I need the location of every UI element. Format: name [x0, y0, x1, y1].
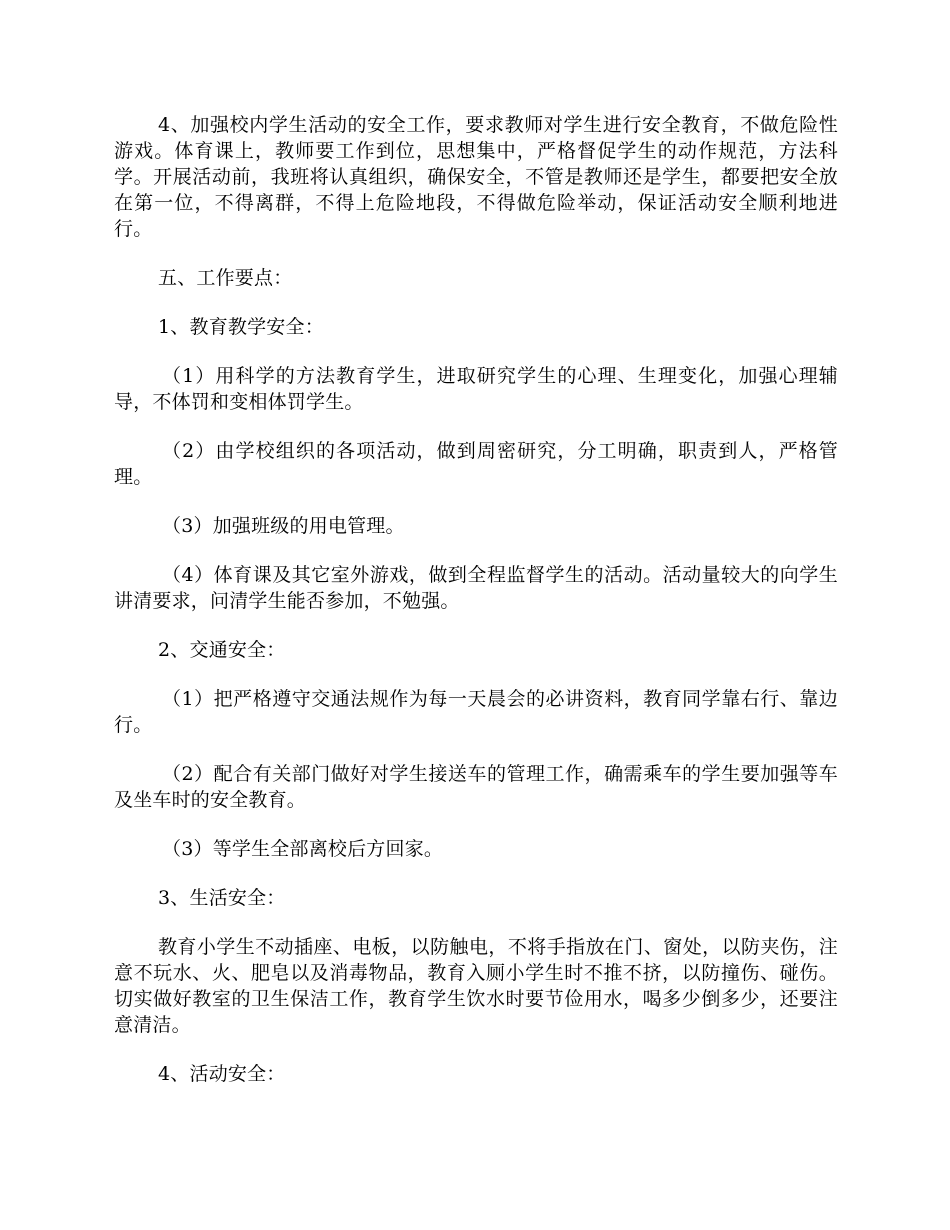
heading-work-points: 五、工作要点：	[158, 267, 293, 289]
paragraph-activity-safety-work: 4、加强校内学生活动的安全工作，要求教师对学生进行安全教育，不做危险性游戏。体育课上，教师要工作到位，思想集中，严格督促学生的动作规范，方法科学。开展活动前，我班将认真组织，确保安全，不管是教师还是学生，都要把安全放在第一位，不得离群，不得上危险地段，不得做危险举动，保证活动安全顺利地进行。	[114, 114, 838, 240]
heading-traffic-safety: 2、交通安全：	[158, 639, 286, 661]
paragraph-traffic-item-3: （3）等学生全部离校后方回家。	[162, 838, 444, 860]
heading-teaching-safety: 1、教育教学安全：	[158, 316, 324, 338]
paragraph-teaching-item-2: （2）由学校组织的各项活动，做到周密研究，分工明确，职责到人，严格管理。	[114, 440, 838, 488]
heading-life-safety: 3、生活安全：	[158, 887, 286, 909]
paragraph-traffic-item-1: （1）把严格遵守交通法规作为每一天晨会的必讲资料，教育同学靠右行、靠边行。	[114, 688, 838, 736]
heading-activity-safety: 4、活动安全：	[158, 1063, 286, 1085]
document-page	[114, 112, 838, 1110]
paragraph-teaching-item-1: （1）用科学的方法教育学生，进取研究学生的心理、生理变化，加强心理辅导，不体罚和变相体罚学生。	[114, 365, 838, 413]
paragraph-traffic-item-2: （2）配合有关部门做好对学生接送车的管理工作，确需乘车的学生要加强等车及坐车时的安全教育。	[114, 763, 838, 811]
paragraph-teaching-item-4: （4）体育课及其它室外游戏，做到全程监督学生的活动。活动量较大的向学生讲清要求，问清学生能否参加，不勉强。	[114, 564, 838, 612]
paragraph-teaching-item-3: （3）加强班级的用电管理。	[162, 515, 405, 537]
paragraph-life-safety: 教育小学生不动插座、电板，以防触电，不将手指放在门、窗处，以防夹伤，注意不玩水、火、肥皂以及消毒物品，教育入厕小学生时不推不挤，以防撞伤、碰伤。切实做好教室的卫生保洁工作，教育学生饮水时要节俭用水，喝多少倒多少，还要注意清洁。	[114, 936, 838, 1036]
